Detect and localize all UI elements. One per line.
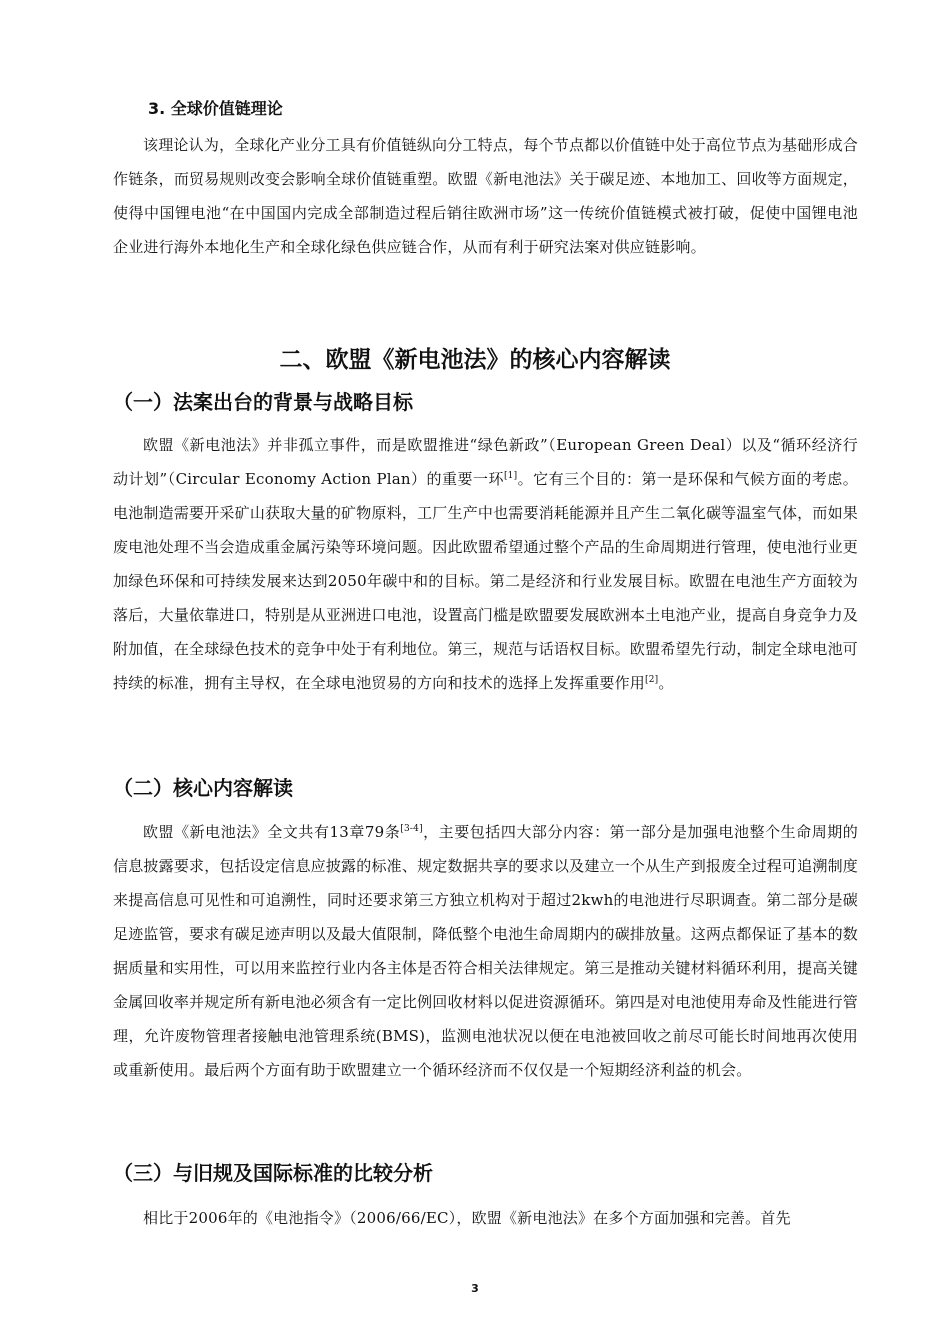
paragraph-background-text-a: 欧盟《新电池法》并非孤立事件，而是欧盟推进“绿色新政”（European Green Deal）以及“循环经济行动计划”（Circular Economy Action Plan）的重要一环 [113,436,858,488]
paragraph-background-text-c: 。 [658,674,674,692]
paragraph-block-comparison [113,1201,858,1235]
paragraph-core-text-b: ，主要包括四大部分内容：第一部分是加强电池整个生命周期的信息披露要求，包括设定信息应披露的标准、规定数据共享的要求以及建立一个从生产到报废全过程可追溯制度来提高信息可见性和可追溯性，同时还要求第三方独立机构对于超过2kwh的电池进行尽职调查。第二部分是碳足迹监管，要求有碳足迹声明以及最大值限制，降低整个电池生命周期内的碳排放量。这两点都保证了基本的数据质量和实用性，可以用来监控行业内各主体是否符合相关法律规定。第三是推动关键材料循环利用，提高关键金属回收率并规定所有新电池必须含有一定比例回收材料以促进资源循环。第四是对电池使用寿命及性能进行管理，允许废物管理者接触电池管理系统(BMS)，监测电池状况以便在电池被回收之前尽可能长时间地再次使用或重新使用。最后两个方面有助于欧盟建立一个循环经济而不仅仅是一个短期经济利益的机会。 [113,823,858,1079]
paragraph-block-core-content [113,815,858,1087]
paragraph-background-text-b: 。它有三个目的：第一是环保和气候方面的考虑。电池制造需要开采矿山获取大量的矿物原料，工厂生产中也需要消耗能源并且产生二氧化碳等温室气体，而如果废电池处理不当会造成重金属污染等环境问题。因此欧盟希望通过整个产品的生命周期进行管理，使电池行业更加绿色环保和可持续发展来达到2050年碳中和的目标。第二是经济和行业发展目标。欧盟在电池生产方面较为落后，大量依靠进口，特别是从亚洲进口电池，设置高门槛是欧盟要发展欧洲本土电池产业，提高自身竞争力及附加值，在全球绿色技术的竞争中处于有利地位。第三，规范与话语权目标。欧盟希望先行动，制定全球电池可持续的标准，拥有主导权，在全球电池贸易的方向和技术的选择上发挥重要作用 [113,470,858,692]
paragraph-block-gvc [113,128,858,264]
paragraph-block-background [113,428,858,700]
citation-ref-2: [2] [645,675,659,685]
paragraph-background [113,428,858,700]
paragraph-core-text-a: 欧盟《新电池法》全文共有13章79条 [143,823,401,841]
paragraph-core-content [113,815,858,1087]
chapter-title: 二、欧盟《新电池法》的核心内容解读 [279,347,671,373]
page-number: 3 [471,1282,479,1295]
subsection-heading-gvc: 3. 全球价值链理论 [148,99,283,118]
paragraph-gvc-theory: 该理论认为，全球化产业分工具有价值链纵向分工特点，每个节点都以价值链中处于高位节点为基础形成合作链条，而贸易规则改变会影响全球价值链重塑。欧盟《新电池法》关于碳足迹、本地加工、回收等方面规定，使得中国锂电池“在中国国内完成全部制造过程后销往欧洲市场”这一传统价值链模式被打破，促使中国锂电池企业进行海外本地化生产和全球化绿色供应链合作，从而有利于研究法案对供应链影响。 [113,136,858,256]
section-heading-background: （一）法案出台的背景与战略目标 [113,390,413,414]
citation-ref-3-4: [3-4] [400,824,423,834]
paragraph-comparison: 相比于2006年的《电池指令》（2006/66/EC），欧盟《新电池法》在多个方面加强和完善。首先 [143,1209,791,1227]
section-heading-comparison: （三）与旧规及国际标准的比较分析 [113,1161,433,1185]
section-heading-core-content: （二）核心内容解读 [113,776,293,800]
citation-ref-1: [1] [503,471,518,481]
